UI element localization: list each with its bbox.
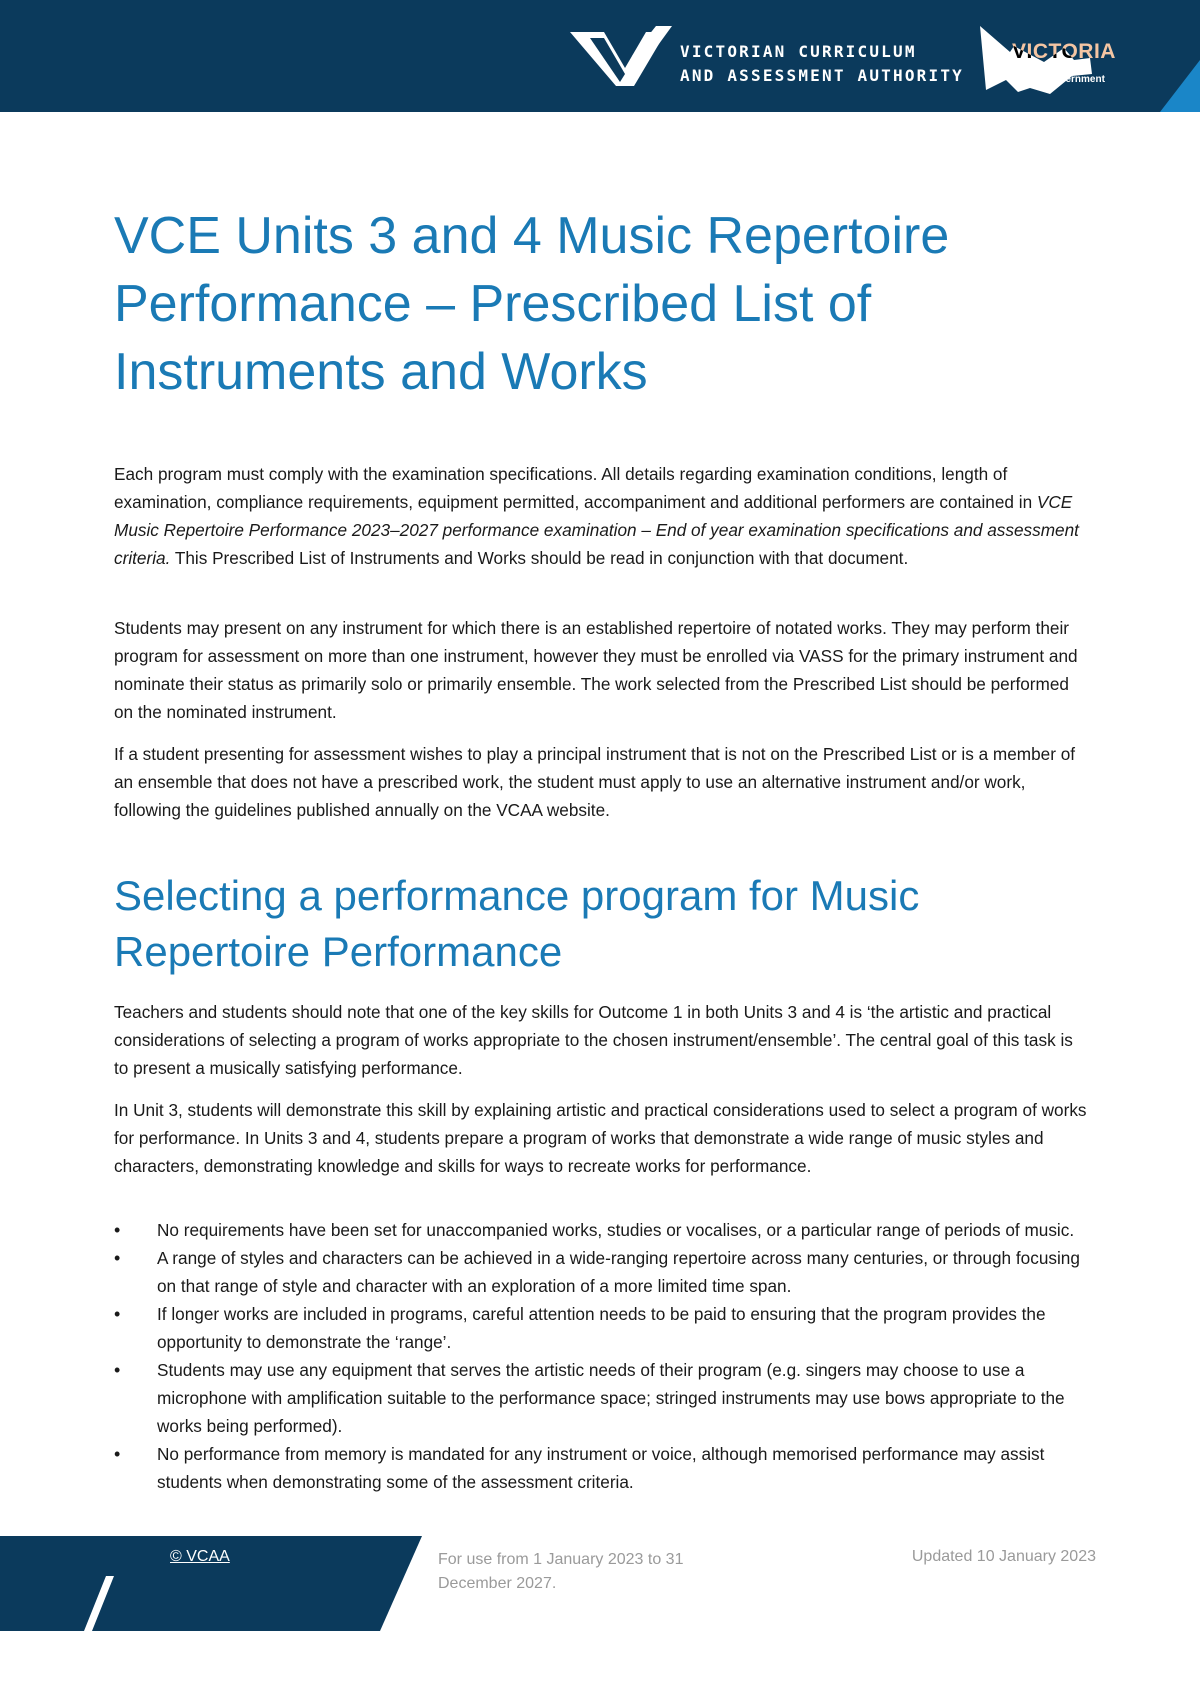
section-paragraph-2: In Unit 3, students will demonstrate this skill by explaining artistic and practical considerations used to select a program of works for performance. In Units 3 and 4, students prepare a program of works that demonstrate a wide range of music styles and characters, demonstrating knowledge and skills for ways to recreate works for performance. <box>114 1100 1087 1176</box>
copyright-link[interactable]: © VCAA <box>170 1548 230 1565</box>
footer-band-slant <box>380 1536 422 1631</box>
list-item: • No requirements have been set for unaccompanied works, studies or vocalises, or a particular range of periods of music. <box>114 1216 1089 1244</box>
list-item: • A range of styles and characters can be achieved in a wide-ranging repertoire across many centuries, or through focusing on that range of style and character with an exploration of a more limited time span. <box>114 1244 1089 1300</box>
intro-paragraph-2: Students may present on any instrument for which there is an established repertoire of notated works. They may perform their program for assessment on more than one instrument, however they must be enrolled via VASS for the primary instrument and nominate their status as primarily solo or primarily ensemble. The work selected from the Prescribed List should be performed on the nominated instrument. <box>114 618 1078 722</box>
intro-paragraph-3: If a student presenting for assessment wishes to play a principal instrument that is not on the Prescribed List or is a member of an ensemble that does not have a prescribed work, the student must apply to use an alternative instrument and/or work, following the guidelines published annually on the VCAA website. <box>114 744 1076 820</box>
updated-date: Updated 10 January 2023 <box>911 1548 1096 1565</box>
validity-note: For use from 1 January 2023 to 31 December 2027. <box>438 1551 684 1592</box>
intro-p1-doc-reference: VCE Music Repertoire Performance 2023–2027 performance examination – End of year examination specifications and assessment criteria. <box>114 492 1079 568</box>
document-title: VCE Units 3 and 4 Music Repertoire Performance – Prescribed List of Instruments and Works <box>114 207 950 401</box>
footer-accent-stripe <box>84 1576 114 1631</box>
intro-p1-text-a: Each program must comply with the examination specifications. All details regarding examination conditions, length of examination, compliance requirements, equipment permitted, accompaniment and additional performers are contained in <box>114 464 1037 512</box>
intro-paragraph-1 <box>114 460 1089 572</box>
org-name-line1: VICTORIAN CURRICULUM <box>680 42 917 61</box>
header-accent <box>1160 60 1200 112</box>
section-heading: Selecting a performance program for Music Repertoire Performance <box>114 872 920 975</box>
org-name-line2: AND ASSESSMENT AUTHORITY <box>680 66 964 85</box>
gov-subtitle <box>1046 63 1105 85</box>
gov-sub-government: Government <box>1046 74 1105 85</box>
section-paragraph-1: Teachers and students should note that one of the key skills for Outcome 1 in both Units 3 and 4 is ‘the artistic and practical considerations of selecting a program of works appropriate to the chosen instrument/ensemble’. The central goal of this task is to present a musically satisfying performance. <box>114 1002 1073 1078</box>
intro-p1-text-b: This Prescribed List of Instruments and Works should be read in conjunction with that document. <box>170 548 909 568</box>
gov-wordmark: VICTORIA <box>1012 40 1116 63</box>
org-name <box>680 40 964 88</box>
list-item: • If longer works are included in programs, careful attention needs to be paid to ensuring that the program provides the opportunity to demonstrate the ‘range’. <box>114 1300 1089 1356</box>
list-item: • No performance from memory is mandated for any instrument or voice, although memorised performance may assist students when demonstrating some of the assessment criteria. <box>114 1440 1089 1496</box>
gov-sub-state: State <box>1046 63 1071 74</box>
list-item: • Students may use any equipment that serves the artistic needs of their program (e.g. singers may choose to use a microphone with amplification suitable to the performance space; stringed instruments may use bows appropriate to the works being performed). <box>114 1356 1089 1440</box>
vcaa-logo-icon <box>570 22 680 94</box>
considerations-list <box>114 1216 1089 1496</box>
